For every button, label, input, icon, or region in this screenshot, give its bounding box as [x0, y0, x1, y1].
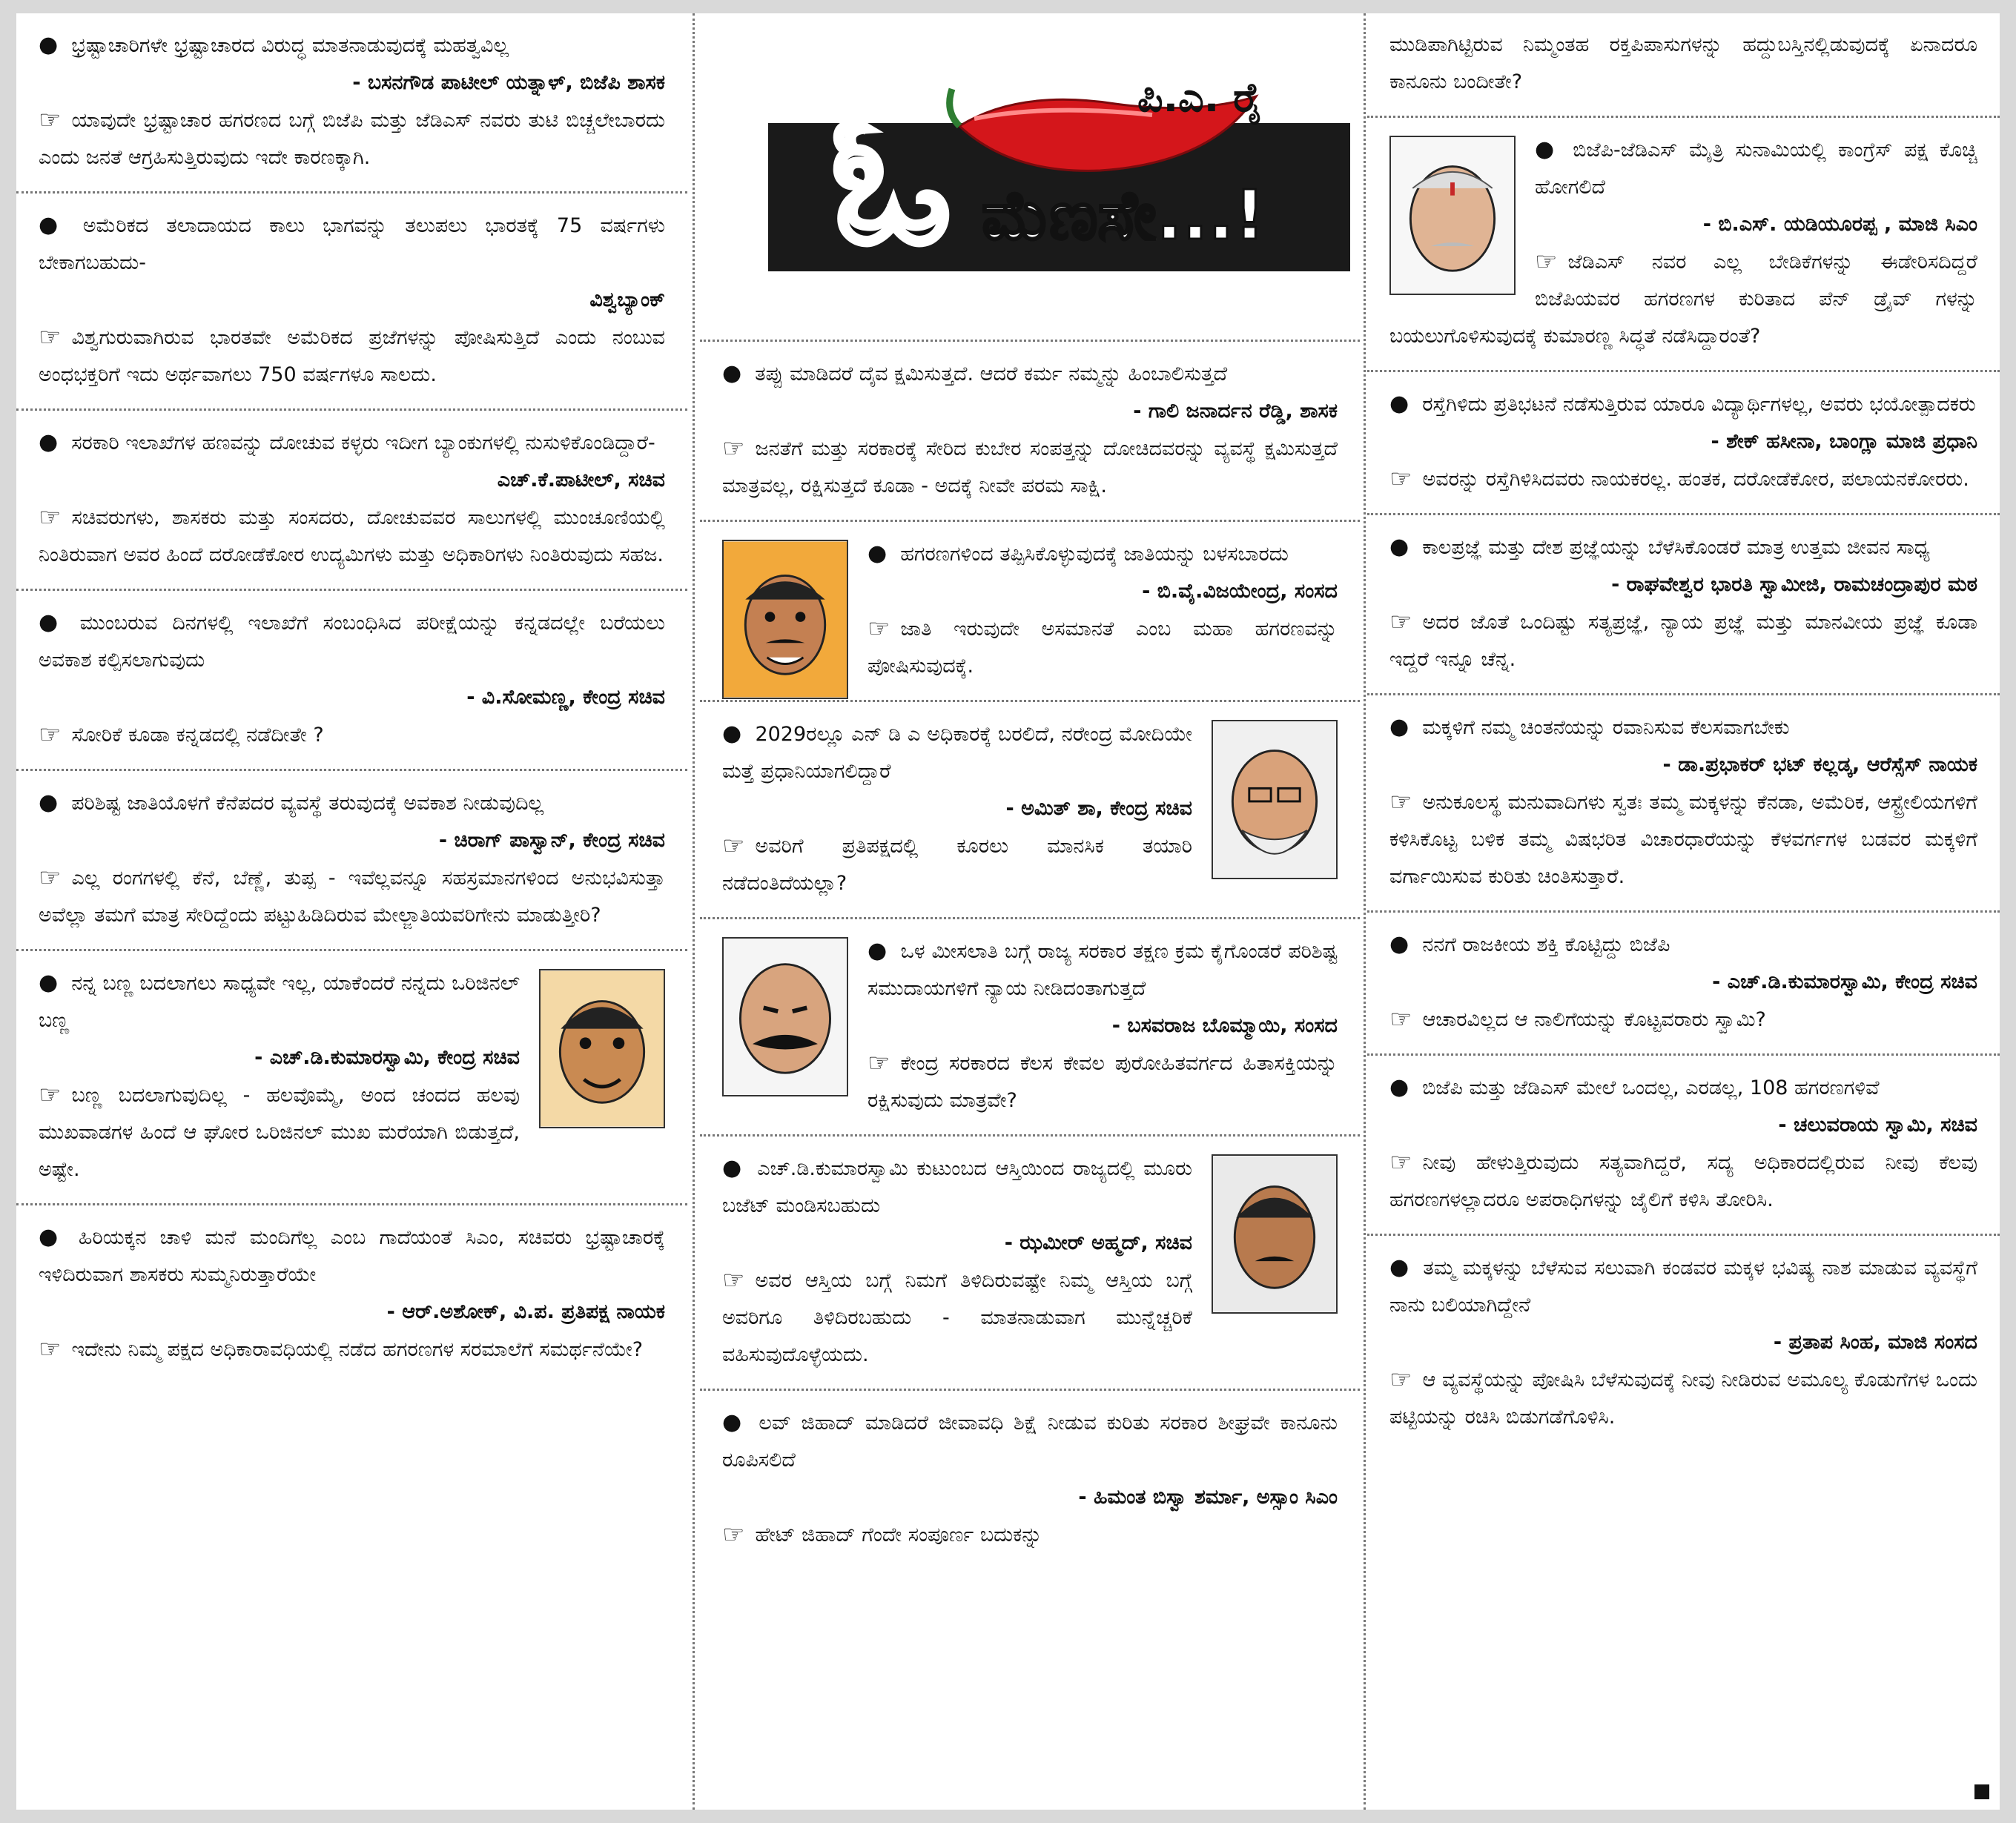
column-middle	[700, 13, 1360, 1810]
pointing-hand-icon: ☞	[722, 1265, 745, 1295]
comment: ☞ ಎಲ್ಲ ರಂಗಗಳಲ್ಲಿ ಕೆನೆ, ಬೆಣ್ಣೆ, ತುಪ್ಪ - ಇವೆಲ್ಲವನ್ನೂ ಸಹಸ್ರಮಾನಗಳಿಂದ ಅನುಭವಿಸುತ್ತಾ ಅವೆಲ್ಲಾ ತಮಗೆ ಮಾತ್ರ ಸೇರಿದ್ದೆಂದು ಪಟ್ಟುಹಿಡಿದಿರುವ ಮೇಲ್ಜಾತಿಯವರಿಗೇನು ಮಾಡುತ್ತೀರಿ?	[39, 863, 665, 927]
comment: ☞ ಹೇಟ್ ಜಿಹಾದ್ ಗೆಂದೇ ಸಂಪೂರ್ಣ ಬದುಕನ್ನು	[722, 1520, 1042, 1549]
quote: ● ರಸ್ತೆಗಿಳಿದು ಪ್ರತಿಭಟನೆ ನಡೆಸುತ್ತಿರುವ ಯಾರೂ ವಿದ್ಯಾರ್ಥಿಗಳಲ್ಲ, ಅವರು ಭಯೋತ್ಪಾದಕರು	[1389, 391, 1976, 417]
pointing-hand-icon: ☞	[867, 1048, 890, 1078]
quote-source: - ಚಲುವರಾಯ ಸ್ವಾಮಿ, ಸಚಿವ	[1778, 1114, 1977, 1137]
list-item	[1367, 515, 2000, 695]
pointing-hand-icon: ☞	[722, 434, 745, 463]
portrait-icon	[724, 939, 847, 1095]
quote: ● ಎಚ್.ಡಿ.ಕುಮಾರಸ್ವಾಮಿ ಕುಟುಂಬದ ಆಸ್ತಿಯಿಂದ ರಾಜ್ಯದಲ್ಲಿ ಮೂರು ಬಜೆಟ್ ಮಂಡಿಸಬಹುದು	[722, 1155, 1192, 1217]
quote-source: - ಪ್ರತಾಪ ಸಿಂಹ, ಮಾಜಿ ಸಂಸದ	[1773, 1331, 1977, 1354]
quote: ● ತಮ್ಮ ಮಕ್ಕಳನ್ನು ಬೆಳೆಸುವ ಸಲುವಾಗಿ ಕಂಡವರ ಮಕ್ಕಳ ಭವಿಷ್ಯ ನಾಶ ಮಾಡುವ ವ್ಯವಸ್ಥೆಗೆ ನಾನು ಬಲಿಯಾಗಿದ್ದೇನೆ	[1389, 1254, 1977, 1317]
comment: ☞ ಅವರಿಗೆ ಪ್ರತಿಪಕ್ಷದಲ್ಲಿ ಕೂರಲು ಮಾನಸಿಕ ತಯಾರಿ ನಡೆದಂತಿದೆಯಲ್ಲಾ?	[722, 831, 1192, 895]
quote-source: ಎಚ್.ಕೆ.ಪಾಟೀಲ್, ಸಚಿವ	[497, 469, 665, 492]
list-item	[16, 411, 687, 591]
comment: ☞ ಇದೇನು ನಿಮ್ಮ ಪಕ್ಷದ ಅಧಿಕಾರಾವಧಿಯಲ್ಲಿ ನಡೆದ ಹಗರಣಗಳ ಸರಮಾಲೆಗೆ ಸಮರ್ಥನೆಯೇ?	[39, 1334, 644, 1364]
comment: ☞ ಕೇಂದ್ರ ಸರಕಾರದ ಕೆಲಸ ಕೇವಲ ಪುರೋಹಿತವರ್ಗದ ಹಿತಾಸಕ್ತಿಯನ್ನು ರಕ್ಷಿಸುವುದು ಮಾತ್ರವೇ?	[867, 1048, 1338, 1112]
quote-source: - ಚಿರಾಗ್ ಪಾಸ್ವಾನ್, ಕೇಂದ್ರ ಸಚಿವ	[438, 829, 665, 852]
pointing-hand-icon: ☞	[722, 831, 745, 861]
pointing-hand-icon: ☞	[867, 614, 890, 643]
quote: ● ಮಕ್ಕಳಿಗೆ ನಮ್ಮ ಚಿಂತನೆಯನ್ನು ರವಾನಿಸುವ ಕೆಲಸವಾಗಬೇಕು	[1389, 714, 1790, 740]
quote: ● ನನಗೆ ರಾಜಕೀಯ ಶಕ್ತಿ ಕೊಟ್ಟಿದ್ದು ಬಿಜೆಪಿ	[1389, 931, 1670, 957]
bullet-icon: ●	[39, 429, 59, 455]
pointing-hand-icon: ☞	[1389, 1005, 1412, 1034]
column-divider	[693, 13, 695, 1810]
bullet-icon: ●	[1389, 931, 1409, 957]
bullet-icon: ●	[1389, 534, 1409, 560]
bullet-icon: ●	[1535, 136, 1560, 162]
comment: ☞ ಅವರನ್ನು ರಸ್ತೆಗಿಳಿಸಿದವರು ನಾಯಕರಲ್ಲ. ಹಂತಕ, ದರೋಡೆಕೋರ, ಪಲಾಯನಕೋರರು.	[1389, 464, 1969, 494]
pointing-hand-icon: ☞	[1389, 1365, 1412, 1394]
bullet-icon: ●	[867, 938, 888, 964]
bullet-icon: ●	[722, 1409, 746, 1435]
quote-source: - ರಾಘವೇಶ್ವರ ಭಾರತಿ ಸ್ವಾಮೀಜಿ, ರಾಮಚಂದ್ರಾಪುರ ಮಠ	[1611, 573, 1977, 596]
comment: ☞ ಅದರ ಜೊತೆ ಒಂದಿಷ್ಟು ಸತ್ಯಪ್ರಜ್ಞೆ, ನ್ಯಾಯ ಪ್ರಜ್ಞೆ ಮತ್ತು ಮಾನವೀಯ ಪ್ರಜ್ಞೆ ಕೂಡಾ ಇದ್ದರೆ ಇನ್ನೂ ಚೆನ್ನ.	[1389, 607, 1977, 671]
list-item	[16, 591, 687, 771]
quote-source: - ಎಚ್.ಡಿ.ಕುಮಾರಸ್ವಾಮಿ, ಕೇಂದ್ರ ಸಚಿವ	[1712, 970, 1977, 993]
pointing-hand-icon: ☞	[722, 1520, 745, 1549]
bullet-icon: ●	[722, 1155, 744, 1181]
comment: ☞ ಆಚಾರವಿಲ್ಲದ ಆ ನಾಲಿಗೆಯನ್ನು ಕೊಟ್ಟವರಾರು ಸ್ವಾಮಿ?	[1389, 1005, 1766, 1034]
bullet-icon: ●	[1389, 714, 1409, 740]
bullet-icon: ●	[867, 540, 888, 566]
list-item	[16, 1205, 687, 1383]
list-item	[16, 13, 687, 193]
list-item	[1367, 13, 2000, 118]
comment: ☞ ಅವರ ಆಸ್ತಿಯ ಬಗ್ಗೆ ನಿಮಗೆ ತಿಳಿದಿರುವಷ್ಟೇ ನಿಮ್ಮ ಆಸ್ತಿಯ ಬಗ್ಗೆ ಅವರಿಗೂ ತಿಳಿದಿರಬಹುದು - ಮಾತನಾಡುವಾಗ ಮುನ್ನೆಚ್ಚರಿಕೆ ವಹಿಸುವುದೊಳ್ಳೆಯದು.	[722, 1265, 1192, 1366]
pointing-hand-icon: ☞	[1389, 464, 1412, 494]
bullet-icon: ●	[1389, 1074, 1409, 1100]
masthead-author: ಪಿ.ಎ. ರೈ	[1137, 74, 1263, 121]
list-item	[700, 342, 1360, 522]
bullet-icon: ●	[39, 790, 59, 815]
quote: ● 2029ರಲ್ಲೂ ಎನ್ ಡಿ ಎ ಅಧಿಕಾರಕ್ಕೆ ಬರಲಿದೆ, ನರೇಂದ್ರ ಮೋದಿಯೇ ಮತ್ತೆ ಪ್ರಧಾನಿಯಾಗಲಿದ್ದಾರೆ	[722, 721, 1192, 783]
quote-source: - ವಿ.ಸೋಮಣ್ಣ, ಕೇಂದ್ರ ಸಚಿವ	[466, 686, 665, 709]
quote: ● ಭ್ರಷ್ಟಾಚಾರಿಗಳೇ ಭ್ರಷ್ಟಾಚಾರದ ವಿರುದ್ಧ ಮಾತನಾಡುವುದಕ್ಕೆ ಮಹತ್ವವಿಲ್ಲ	[39, 32, 509, 58]
bullet-icon: ●	[39, 32, 59, 58]
quote: ● ಮುಂಬರುವ ದಿನಗಳಲ್ಲಿ ಇಲಾಖೆಗೆ ಸಂಬಂಧಿಸಿದ ಪರೀಕ್ಷೆಯನ್ನು ಕನ್ನಡದಲ್ಲೇ ಬರೆಯಲು ಅವಕಾಶ ಕಲ್ಪಿಸಲಾಗುವುದು	[39, 609, 665, 672]
pointing-hand-icon: ☞	[39, 503, 62, 532]
quote-source: - ಡಾ.ಪ್ರಭಾಕರ್ ಭಟ್ ಕಲ್ಲಡ್ಕ, ಆರೆಸ್ಸೆಸ್ ನಾಯಕ	[1662, 753, 1977, 776]
quote: ● ಬಿಜೆಪಿ-ಜೆಡಿಎಸ್ ಮೈತ್ರಿ ಸುನಾಮಿಯಲ್ಲಿ ಕಾಂಗ್ರೆಸ್ ಪಕ್ಷ ಕೊಚ್ಚಿ ಹೋಗಲಿದೆ	[1535, 136, 1977, 199]
pointing-hand-icon: ☞	[1389, 607, 1412, 637]
pointing-hand-icon: ☞	[39, 1080, 62, 1110]
list-item	[16, 193, 687, 411]
quote: ● ಕಾಲಪ್ರಜ್ಞೆ ಮತ್ತು ದೇಶ ಪ್ರಜ್ಞೆಯನ್ನು ಬೆಳೆಸಿಕೊಂಡರೆ ಮಾತ್ರ ಉತ್ತಮ ಜೀವನ ಸಾಧ್ಯ	[1389, 534, 1930, 560]
quote-source: - ಬಸನಗೌಡ ಪಾಟೀಲ್ ಯತ್ನಾಳ್, ಬಿಜೆಪಿ ಶಾಸಕ	[352, 71, 665, 94]
column-divider	[1364, 13, 1366, 1810]
portrait-icon	[1213, 721, 1336, 878]
quote-source: - ಬಸವರಾಜ ಬೊಮ್ಮಾಯಿ, ಸಂಸದ	[1111, 1014, 1338, 1037]
column-left	[16, 13, 687, 1810]
comment-continued: ಮುಡಿಪಾಗಿಟ್ಟಿರುವ ನಿಮ್ಮಂತಹ ರಕ್ತಪಿಪಾಸುಗಳನ್ನು ಹದ್ದುಬಸ್ತಿನಲ್ಲಿಡುವುದಕ್ಕೆ ಏನಾದರೂ ಕಾನೂನು ಬಂದೀತೇ?	[1389, 33, 1977, 93]
portrait-icon	[1391, 137, 1514, 294]
pointing-hand-icon: ☞	[39, 1334, 62, 1364]
comment: ☞ ನೀವು ಹೇಳುತ್ತಿರುವುದು ಸತ್ಯವಾಗಿದ್ದರೆ, ಸದ್ಯ ಅಧಿಕಾರದಲ್ಲಿರುವ ನೀವು ಕೆಲವು ಹಗರಣಗಳಲ್ಲಾದರೂ ಅಪರಾಧಿಗಳನ್ನು ಜೈಲಿಗೆ ಕಳಿಸಿ ತೋರಿಸಿ.	[1389, 1148, 1977, 1211]
caricature-portrait	[539, 969, 665, 1128]
quote-source: - ಅಮಿತ್ ಶಾ, ಕೇಂದ್ರ ಸಚಿವ	[1005, 797, 1192, 820]
pointing-hand-icon: ☞	[1389, 787, 1412, 817]
quote: ● ಪರಿಶಿಷ್ಟ ಜಾತಿಯೊಳಗೆ ಕೆನೆಪದರ ವ್ಯವಸ್ಥೆ ತರುವುದಕ್ಕೆ ಅವಕಾಶ ನೀಡುವುದಿಲ್ಲ	[39, 790, 544, 815]
masthead-o-letter: ಓ	[831, 73, 951, 282]
comment: ☞ ಸೋರಿಕೆ ಕೂಡಾ ಕನ್ನಡದಲ್ಲಿ ನಡೆದೀತೇ ?	[39, 720, 324, 750]
quote-source: - ಶೇಕ್ ಹಸೀನಾ, ಬಾಂಗ್ಲಾ ಮಾಜಿ ಪ್ರಧಾನಿ	[1711, 430, 1977, 453]
comment: ☞ ಜೆಡಿಎಸ್ ನವರ ಎಲ್ಲ ಬೇಡಿಕೆಗಳನ್ನು ಈಡೇರಿಸದಿದ್ದರೆ ಬಿಜೆಪಿಯವರ ಹಗರಣಗಳ ಕುರಿತಾದ ಪೆನ್ ಡ್ರೈವ್ ಗಳನ್ನು ಬಯಲುಗೊಳಿಸುವುದಕ್ಕೆ ಕುಮಾರಣ್ಣ ಸಿದ್ಧತೆ ನಡೆಸಿದ್ದಾರಂತೆ?	[1389, 247, 1977, 348]
quote-source: - ಬಿ.ಎಸ್. ಯಡಿಯೂರಪ್ಪ , ಮಾಜಿ ಸಿಎಂ	[1702, 213, 1977, 236]
list-item	[16, 951, 687, 1205]
bullet-icon: ●	[722, 360, 742, 386]
newspaper-page	[16, 13, 2000, 1810]
list-item	[1367, 372, 2000, 515]
quote-source: - ಗಾಲಿ ಜನಾರ್ದನ ರೆಡ್ಡಿ, ಶಾಸಕ	[1133, 400, 1338, 423]
bullet-icon: ●	[39, 970, 59, 996]
bullet-icon: ●	[39, 1224, 65, 1250]
quote: ● ತಪ್ಪು ಮಾಡಿದರೆ ದೈವ ಕ್ಷಮಿಸುತ್ತದೆ. ಆದರೆ ಕರ್ಮ ನಮ್ಮನ್ನು ಹಿಂಬಾಲಿಸುತ್ತದೆ	[722, 360, 1228, 386]
quote: ● ಒಳ ಮೀಸಲಾತಿ ಬಗ್ಗೆ ರಾಜ್ಯ ಸರಕಾರ ತಕ್ಷಣ ಕ್ರಮ ಕೈಗೊಂಡರೆ ಪರಿಶಿಷ್ಟ ಸಮುದಾಯಗಳಿಗೆ ನ್ಯಾಯ ನೀಡಿದಂತಾಗುತ್ತದೆ	[867, 938, 1338, 1000]
list-item	[1367, 118, 2000, 372]
list-item	[1367, 913, 2000, 1056]
quote: ● ಹಗರಣಗಳಿಂದ ತಪ್ಪಿಸಿಕೊಳ್ಳುವುದಕ್ಕೆ ಜಾತಿಯನ್ನು ಬಳಸಬಾರದು	[867, 540, 1289, 566]
portrait-icon	[724, 541, 847, 698]
list-item	[700, 919, 1360, 1137]
pointing-hand-icon: ☞	[39, 863, 62, 893]
quote-source: - ಹಿಮಂತ ಬಿಸ್ವಾ ಶರ್ಮಾ, ಅಸ್ಸಾಂ ಸಿಎಂ	[1078, 1486, 1338, 1509]
list-item	[16, 771, 687, 951]
quote: ● ಬಿಜೆಪಿ ಮತ್ತು ಜೆಡಿಎಸ್ ಮೇಲೆ ಒಂದಲ್ಲ, ಎರಡಲ್ಲ, 108 ಹಗರಣಗಳಿವೆ	[1389, 1074, 1880, 1100]
bullet-icon: ●	[722, 721, 742, 747]
caricature-portrait	[722, 540, 848, 699]
quote-source: ವಿಶ್ವಬ್ಯಾಂಕ್	[589, 288, 665, 311]
portrait-icon	[541, 970, 664, 1127]
quote: ● ನನ್ನ ಬಣ್ಣ ಬದಲಾಗಲು ಸಾಧ್ಯವೇ ಇಲ್ಲ, ಯಾಕೆಂದರೆ ನನ್ನದು ಒರಿಜಿನಲ್ ಬಣ್ಣ	[39, 970, 520, 1032]
comment: ☞ ಆ ವ್ಯವಸ್ಥೆಯನ್ನು ಪೋಷಿಸಿ ಬೆಳೆಸುವುದಕ್ಕೆ ನೀವು ನೀಡಿರುವ ಅಮೂಲ್ಯ ಕೊಡುಗೆಗಳ ಒಂದು ಪಟ್ಟಿಯನ್ನು ರಚಿಸಿ ಬಿಡುಗಡೆಗೊಳಿಸಿ.	[1389, 1365, 1977, 1429]
list-item	[700, 702, 1360, 919]
pointing-hand-icon: ☞	[39, 720, 62, 750]
comment: ☞ ಸಚಿವರುಗಳು, ಶಾಸಕರು ಮತ್ತು ಸಂಸದರು, ದೋಚುವವರ ಸಾಲುಗಳಲ್ಲಿ ಮುಂಚೂಣಿಯಲ್ಲಿ ನಿಂತಿರುವಾಗ ಅವರ ಹಿಂದೆ ದರೋಡೆಕೋರ ಉದ್ಯಮಿಗಳು ಮತ್ತು ಅಧಿಕಾರಿಗಳು ನಿಂತಿರುವುದು ಸಹಜ.	[39, 503, 665, 566]
comment: ☞ ಜಾತಿ ಇರುವುದೇ ಅಸಮಾನತೆ ಎಂಬ ಮಹಾ ಹಗರಣವನ್ನು ಪೋಷಿಸುವುದಕ್ಕೆ.	[867, 614, 1338, 678]
quote: ● ಅಮೆರಿಕದ ತಲಾದಾಯದ ಕಾಲು ಭಾಗವನ್ನು ತಲುಪಲು ಭಾರತಕ್ಕೆ 75 ವರ್ಷಗಳು ಬೇಕಾಗಬಹುದು-	[39, 212, 665, 274]
caricature-portrait	[722, 937, 848, 1096]
masthead-title: ಮೆಣಸೇ...!	[982, 176, 1266, 255]
column-right	[1367, 13, 2000, 1810]
list-item	[700, 1137, 1360, 1391]
portrait-icon	[1213, 1156, 1336, 1312]
quote-source: - ಝಮೀರ್ ಅಹ್ಮದ್, ಸಚಿವ	[1004, 1231, 1192, 1254]
pointing-hand-icon: ☞	[39, 105, 62, 135]
bullet-icon: ●	[39, 609, 67, 635]
pointing-hand-icon: ☞	[39, 322, 62, 352]
bullet-icon: ●	[1389, 1254, 1410, 1280]
list-item	[1367, 695, 2000, 913]
quote-source: - ಬಿ.ವೈ.ವಿಜಯೇಂದ್ರ, ಸಂಸದ	[1142, 580, 1338, 603]
list-item	[700, 522, 1360, 702]
comment: ☞ ಅನುಕೂಲಸ್ಥ ಮನುವಾದಿಗಳು ಸ್ವತಃ ತಮ್ಮ ಮಕ್ಕಳನ್ನು ಕೆನಡಾ, ಅಮೆರಿಕ, ಆಸ್ಟ್ರೇಲಿಯಗಳಿಗೆ ಕಳಿಸಿಕೊಟ್ಟ ಬಳಿಕ ತಮ್ಮ ವಿಷಭರಿತ ವಿಚಾರಧಾರೆಯನ್ನು ಕೆಳವರ್ಗಗಳ ಬಡವರ ಮಕ್ಕಳಿಗೆ ವರ್ಗಾಯಿಸುವ ಕುರಿತು ಚಿಂತಿಸುತ್ತಾರೆ.	[1389, 787, 1977, 888]
comment: ☞ ವಿಶ್ವಗುರುವಾಗಿರುವ ಭಾರತವೇ ಅಮೆರಿಕದ ಪ್ರಜೆಗಳನ್ನು ಪೋಷಿಸುತ್ತಿದೆ ಎಂದು ನಂಬುವ ಅಂಧಭಕ್ತರಿಗೆ ಇದು ಅರ್ಥವಾಗಲು 750 ವರ್ಷಗಳೂ ಸಾಲದು.	[39, 322, 665, 386]
quote-source: - ಎಚ್.ಡಿ.ಕುಮಾರಸ್ವಾಮಿ, ಕೇಂದ್ರ ಸಚಿವ	[254, 1046, 520, 1069]
quote: ● ಹಿರಿಯಕ್ಕನ ಚಾಳಿ ಮನೆ ಮಂದಿಗೆಲ್ಲ ಎಂಬ ಗಾದೆಯಂತೆ ಸಿಎಂ, ಸಚಿವರು ಭ್ರಷ್ಟಾಚಾರಕ್ಕೆ ಇಳಿದಿರುವಾಗ ಶಾಸಕರು ಸುಮ್ಮನಿರುತ್ತಾರೆಯೇ	[39, 1224, 665, 1286]
bullet-icon: ●	[1389, 391, 1409, 417]
pointing-hand-icon: ☞	[1535, 247, 1558, 277]
comment: ☞ ಯಾವುದೇ ಭ್ರಷ್ಟಾಚಾರ ಹಗರಣದ ಬಗ್ಗೆ ಬಿಜೆಪಿ ಮತ್ತು ಜೆಡಿಎಸ್ ನವರು ತುಟಿ ಬಿಚ್ಚಲೇಬಾರದು ಎಂದು ಜನತೆ ಆಗ್ರಹಿಸುತ್ತಿರುವುದು ಇದೇ ಕಾರಣಕ್ಕಾಗಿ.	[39, 105, 665, 169]
comment: ☞ ಬಣ್ಣ ಬದಲಾಗುವುದಿಲ್ಲ - ಹಲವೊಮ್ಮೆ, ಅಂದ ಚಂದದ ಹಲವು ಮುಖವಾಡಗಳ ಹಿಂದೆ ಆ ಘೋರ ಒರಿಜಿನಲ್ ಮುಖ ಮರೆಯಾಗಿ ಬಿಡುತ್ತದೆ, ಅಷ್ಟೇ.	[39, 1080, 520, 1181]
comment: ☞ ಜನತೆಗೆ ಮತ್ತು ಸರಕಾರಕ್ಕೆ ಸೇರಿದ ಕುಬೇರ ಸಂಪತ್ತನ್ನು ದೋಚಿದವರನ್ನು ವ್ಯವಸ್ಥೆ ಕ್ಷಮಿಸುತ್ತದೆ ಮಾತ್ರವಲ್ಲ, ರಕ್ಷಿಸುತ್ತದೆ ಕೂಡಾ - ಅದಕ್ಕೆ ನೀವೇ ಪರಮ ಸಾಕ್ಷಿ.	[722, 434, 1338, 497]
bullet-icon: ●	[39, 212, 70, 238]
list-item	[1367, 1236, 2000, 1451]
quote-source: - ಆರ್.ಅಶೋಕ್, ವಿ.ಪ. ಪ್ರತಿಪಕ್ಷ ನಾಯಕ	[386, 1300, 665, 1323]
list-item	[1367, 1056, 2000, 1236]
quote: ● ಲವ್ ಜಿಹಾದ್ ಮಾಡಿದರೆ ಜೀವಾವಧಿ ಶಿಕ್ಷೆ ನೀಡುವ ಕುರಿತು ಸರಕಾರ ಶೀಘ್ರವೇ ಕಾನೂನು ರೂಪಿಸಲಿದೆ	[722, 1409, 1338, 1472]
caricature-portrait	[1389, 136, 1516, 295]
caricature-portrait	[1212, 720, 1338, 879]
pointing-hand-icon: ☞	[1389, 1148, 1412, 1177]
end-of-article-mark	[1974, 1784, 1989, 1799]
list-item	[700, 1391, 1360, 1569]
quote: ● ಸರಕಾರಿ ಇಲಾಖೆಗಳ ಹಣವನ್ನು ದೋಚುವ ಕಳ್ಳರು ಇದೀಗ ಬ್ಯಾಂಕುಗಳಲ್ಲಿ ನುಸುಳಿಕೊಂಡಿದ್ದಾರೆ-	[39, 429, 655, 455]
caricature-portrait	[1212, 1154, 1338, 1314]
masthead	[700, 13, 1360, 342]
